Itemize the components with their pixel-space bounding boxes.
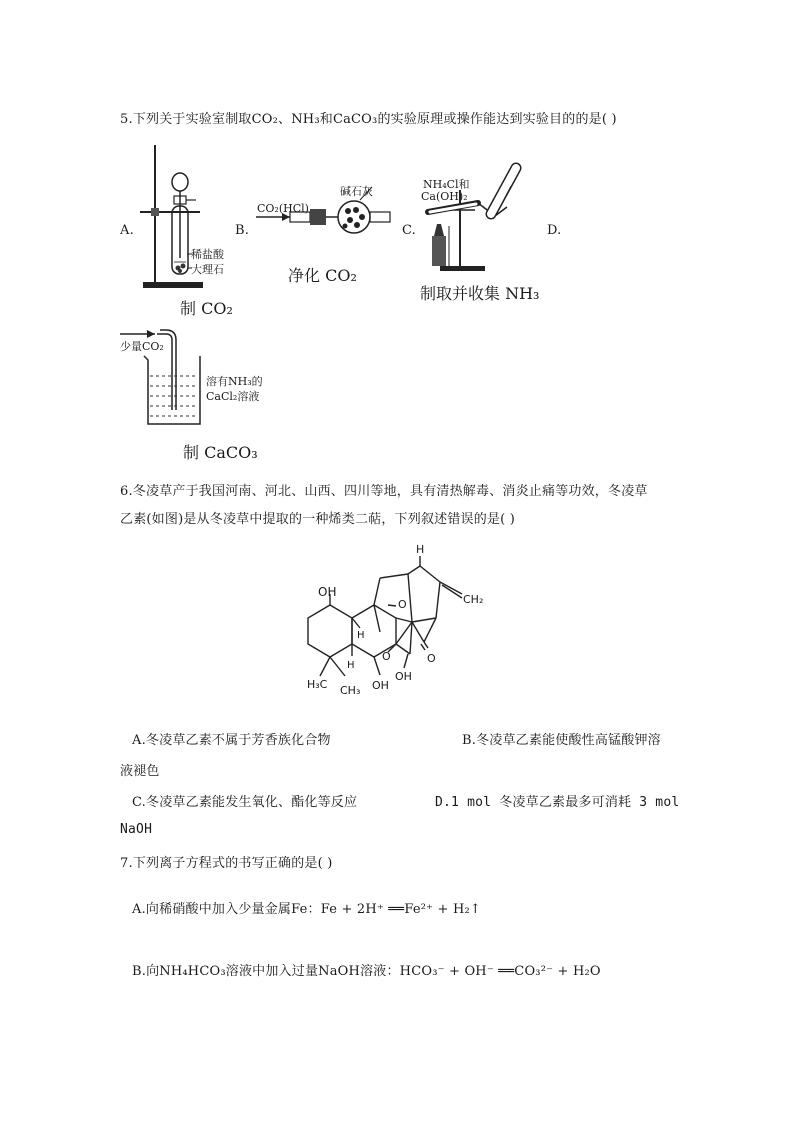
option-d-label: D.	[547, 223, 562, 238]
mol-oh-bottom-2: OH	[395, 670, 412, 683]
caption-a: 制 CO₂	[180, 299, 233, 318]
label-gas-in-d: 少量CO₂	[120, 340, 164, 353]
option-b-label: B.	[235, 223, 250, 238]
mol-h-mid: H	[347, 660, 355, 671]
mol-h-left: H	[357, 630, 365, 641]
q6-option-d: D.1 mol 冬凌草乙素最多可消耗 3 mol	[435, 795, 680, 810]
label-marble: 大理石	[191, 263, 224, 276]
mol-h3c: H₃C	[307, 678, 328, 691]
q7-stem: 7.下列离子方程式的书写正确的是( )	[120, 856, 333, 871]
q7-option-b: B.向NH₄HCO₃溶液中加入过量NaOH溶液：HCO₃⁻ + OH⁻ ══CO₃²⁻ + H₂O	[132, 964, 601, 979]
q6-option-a: A.冬凌草乙素不属于芳香族化合物	[132, 733, 331, 748]
label-solution-1: 溶有NH₃的	[206, 375, 263, 388]
label-reagent-1: NH₄Cl和	[423, 178, 470, 191]
q6-option-d-cont: NaOH	[120, 822, 153, 837]
label-hcl: 稀盐酸	[191, 248, 224, 261]
q6-line-1: 6.冬凌草产于我国河南、河北、山西、四川等地，具有清热解毒、消炎止痛等功效，冬凌草	[120, 484, 648, 499]
q6-option-b: B.冬凌草乙素能使酸性高锰酸钾溶	[462, 733, 661, 748]
mol-oh-bottom-1: OH	[372, 679, 389, 692]
label-gas-in-b: CO₂(HCl)	[257, 202, 309, 215]
q7-option-a: A.向稀硝酸中加入少量金属Fe：Fe + 2H⁺ ══Fe²⁺ + H₂↑	[132, 902, 482, 917]
mol-o-epoxide: O	[382, 650, 391, 663]
q6-line-2: 乙素(如图)是从冬凌草中提取的一种烯类二萜，下列叙述错误的是( )	[120, 512, 516, 527]
caption-c: 制取并收集 NH₃	[420, 284, 540, 303]
q5-stem: 5.下列关于实验室制取CO₂、NH₃和CaCO₃的实验原理或操作能达到实验目的的是( )	[120, 112, 617, 127]
mol-oh-top: OH	[318, 585, 337, 599]
mol-ch3: CH₃	[340, 684, 361, 697]
option-c-label: C.	[402, 223, 417, 238]
q6-option-b-cont: 液褪色	[120, 764, 160, 779]
mol-ch2: CH₂	[463, 593, 484, 606]
label-soda-lime: 碱石灰	[340, 185, 373, 198]
label-reagent-2: Ca(OH)₂	[421, 190, 468, 203]
caption-d: 制 CaCO₃	[183, 443, 258, 462]
mol-o-ketone: O	[427, 652, 436, 665]
caption-b: 净化 CO₂	[288, 266, 357, 285]
option-a-label: A.	[120, 223, 134, 238]
mol-h-top: H	[416, 543, 425, 556]
mol-o-bridge: O	[398, 598, 407, 611]
label-solution-2: CaCl₂溶液	[206, 390, 260, 403]
q6-option-c: C.冬凌草乙素能发生氧化、酯化等反应	[132, 795, 358, 810]
